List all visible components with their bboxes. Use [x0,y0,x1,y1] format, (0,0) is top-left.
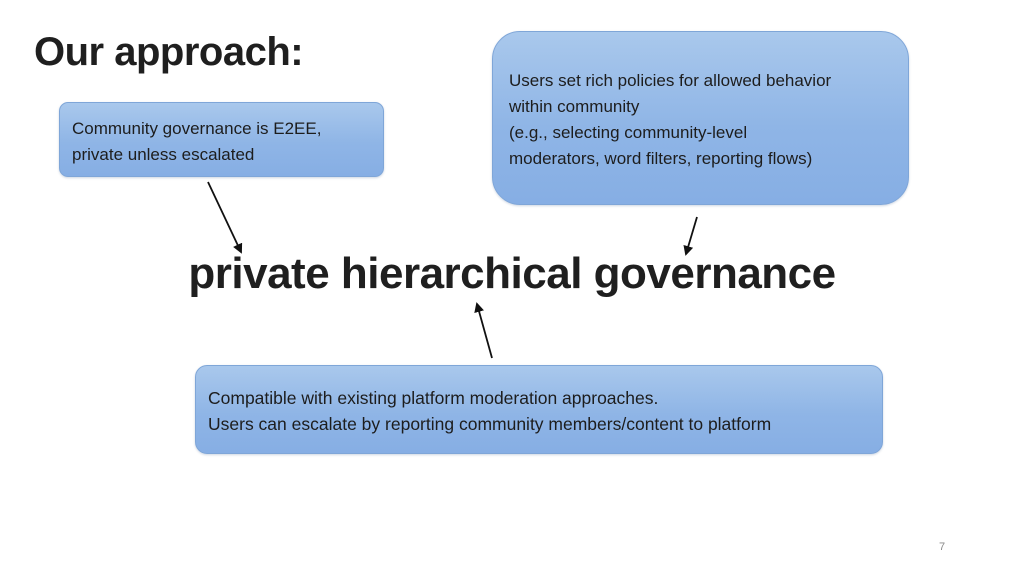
governance-box-line: Community governance is E2EE, [72,119,322,138]
governance-box-line: private unless escalated [72,145,255,164]
policies-box-line: within community [509,97,640,116]
policies-box-line: moderators, word filters, reporting flows) [509,149,813,168]
policies-box-line: (e.g., selecting community-level [509,123,748,142]
page-number: 7 [938,541,946,553]
compatibility-box-line: Users can escalate by reporting community members/content to platform [208,414,772,434]
arrow-from-governance-box [208,182,241,252]
policies-box-line: Users set rich policies for allowed behavior [509,71,832,90]
slide-title: Our approach: [34,30,304,74]
compatibility-box-line: Compatible with existing platform moderation approaches. [208,388,659,408]
central-concept: private hierarchical governance [188,249,836,298]
arrow-from-policies-box [686,217,697,254]
arrow-from-compatibility-box [477,304,492,358]
